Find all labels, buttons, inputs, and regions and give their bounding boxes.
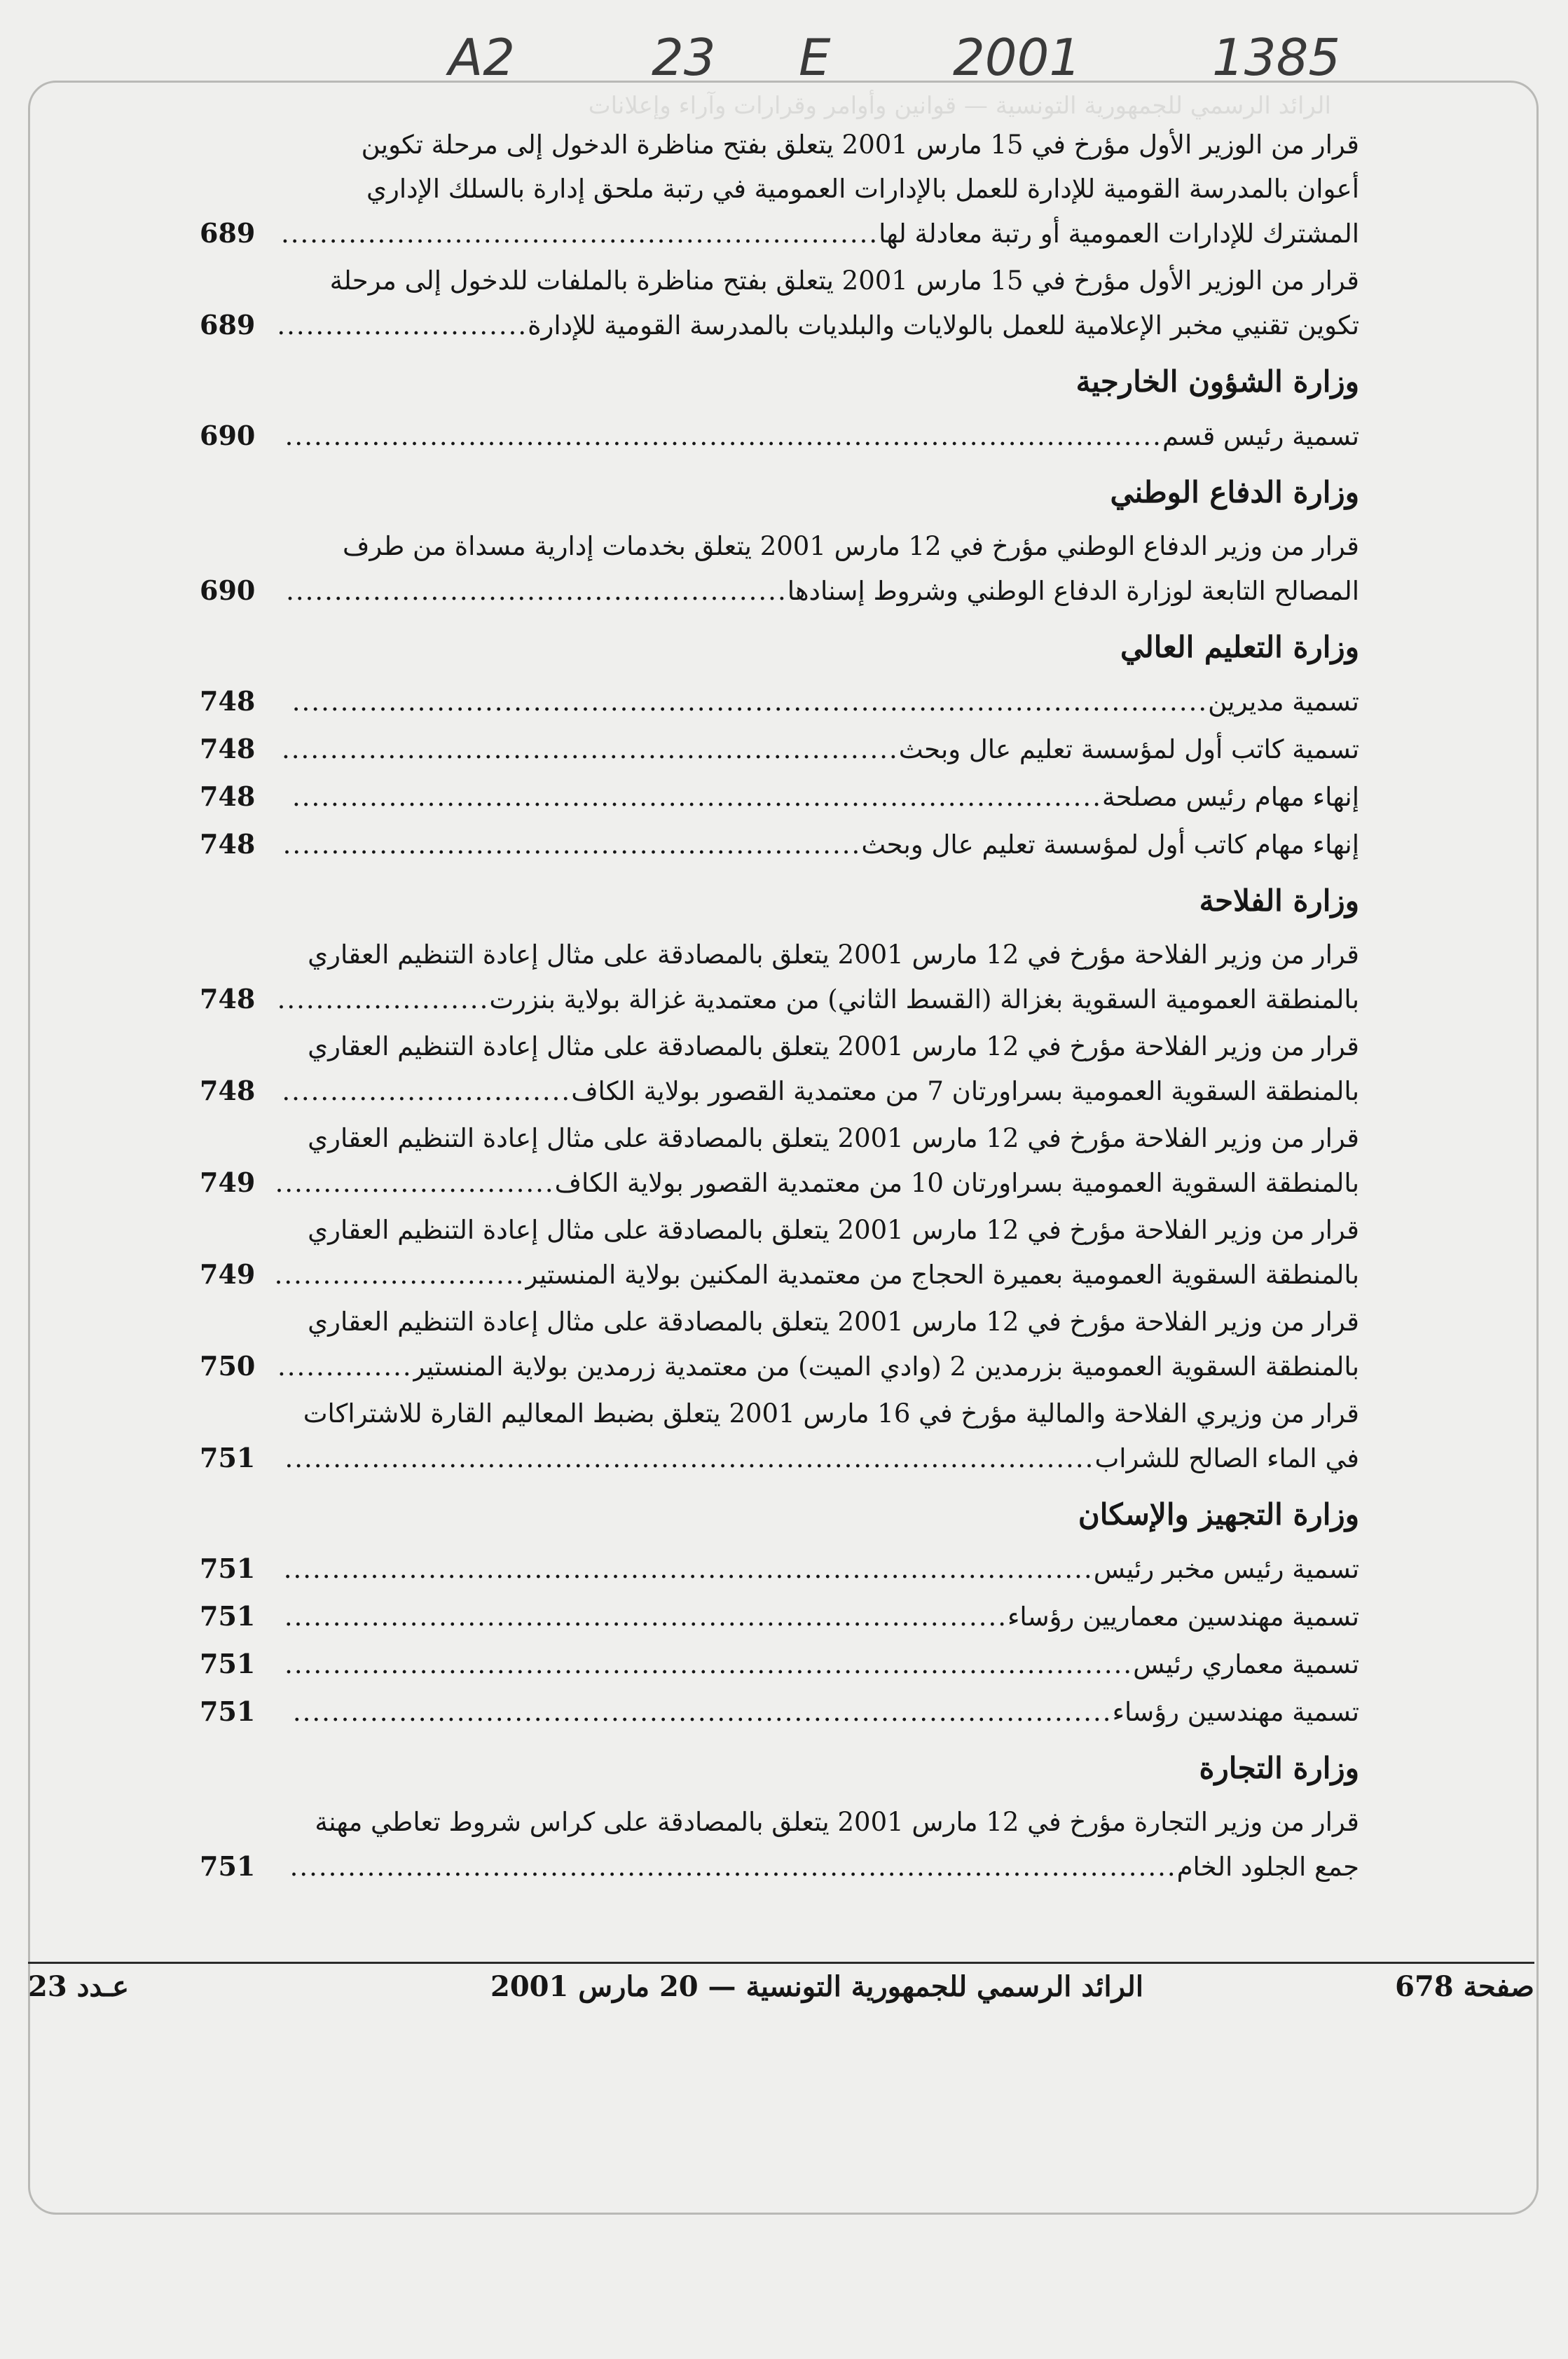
entry-page-number: 689 — [200, 309, 256, 341]
entry-page-number: 748 — [200, 780, 256, 812]
handwritten-note: 2001 — [953, 28, 1082, 87]
entry-page-number: 748 — [200, 828, 256, 860]
toc-entry — [200, 679, 1359, 724]
dot-leader: ............................................................ — [282, 830, 862, 860]
toc-entry — [200, 1642, 1359, 1686]
dot-leader: .................................................................................... — [292, 782, 1102, 812]
section-heading: وزارة الدفاع الوطني — [1110, 475, 1359, 509]
dot-leader: ........................................................................... — [284, 1602, 1007, 1632]
bleed-through-text: الرائد الرسمي للجمهورية التونسية — قوانين وأوامر وقرارات وآراء وإعلانات — [588, 92, 1331, 120]
toc-entry — [200, 822, 1359, 867]
toc-entry — [200, 1800, 1359, 1889]
entry-text: المصالح التابعة لوزارة الدفاع الوطني وشروط إسنادها — [787, 576, 1359, 606]
toc-entry — [200, 259, 1359, 348]
page-footer — [28, 1970, 1534, 2012]
toc-entry — [200, 1024, 1359, 1113]
entry-text: في الماء الصالح للشراب — [1094, 1443, 1359, 1473]
entry-text: بالمنطقة العمومية السقوية بغزالة (القسط الثاني) من معتمدية غزالة بولاية بنزرت — [489, 984, 1359, 1015]
entry-page-number: 690 — [200, 575, 256, 606]
entry-text: قرار من وزيري الفلاحة والمالية مؤرخ في 16 مارس 2001 يتعلق بضبط المعاليم القارة للاشتراكات — [303, 1398, 1359, 1429]
handwritten-note: 23 — [652, 28, 716, 87]
entry-text: قرار من وزير الفلاحة مؤرخ في 12 مارس 2001 يتعلق بالمصادقة على مثال إعادة التنظيم العقاري — [308, 1123, 1359, 1153]
toc-entry — [200, 1116, 1359, 1205]
dot-leader: ..................................................................................... — [292, 1697, 1113, 1727]
dot-leader: .............. — [277, 1352, 413, 1382]
entry-text: تسمية مهندسين معماريين رؤساء — [1007, 1602, 1359, 1632]
entry-page-number: 748 — [200, 685, 256, 717]
entry-page-number: 751 — [200, 1696, 256, 1727]
entry-text: جمع الجلود الخام — [1176, 1852, 1359, 1882]
entry-page-number: 690 — [200, 420, 256, 451]
entry-text: قرار من وزير الفلاحة مؤرخ في 12 مارس 2001 يتعلق بالمصادقة على مثال إعادة التنظيم العقاري — [308, 1307, 1359, 1337]
toc-entry — [200, 1208, 1359, 1297]
entry-text: تسمية مهندسين رؤساء — [1112, 1697, 1359, 1727]
entry-text: بالمنطقة السقوية العمومية بسراورتان 7 من معتمدية القصور بولاية الكاف — [571, 1076, 1359, 1106]
entry-text: إنهاء مهام رئيس مصلحة — [1101, 782, 1359, 812]
entry-text: قرار من الوزير الأول مؤرخ في 15 مارس 2001 يتعلق بفتح مناظرة بالملفات للدخول إلى مرحلة — [329, 266, 1359, 296]
entry-text: بالمنطقة السقوية العمومية بسراورتان 10 من معتمدية القصور بولاية الكاف — [554, 1168, 1359, 1198]
page-number: صفحة 678 — [1395, 1970, 1534, 2003]
entry-page-number: 749 — [200, 1167, 256, 1198]
entry-text: تسمية معماري رئيس — [1133, 1649, 1359, 1679]
entry-page-number: 751 — [200, 1600, 256, 1632]
dot-leader: ........................................................................................... — [284, 421, 1162, 451]
section-heading: وزارة التجهيز والإسكان — [1078, 1497, 1359, 1532]
toc-entry — [200, 933, 1359, 1022]
entry-text: تسمية رئيس مخبر رئيس — [1093, 1554, 1359, 1584]
toc-entry — [200, 524, 1359, 613]
dot-leader: ............................................................................................ — [289, 1852, 1177, 1882]
section-heading: وزارة الفلاحة — [1199, 883, 1359, 918]
toc-entry — [200, 1689, 1359, 1734]
entry-text: قرار من وزير الدفاع الوطني مؤرخ في 12 مارس 2001 يتعلق بخدمات إدارية مسداة من طرف — [343, 531, 1359, 561]
dot-leader: .............................. — [282, 1076, 572, 1106]
handwritten-note: A2 — [448, 28, 516, 87]
entry-text: تكوين تقنيي مخبر الإعلامية للعمل بالولايات والبلديات بالمدرسة القومية للإدارة — [528, 310, 1359, 341]
issue-number: عـدد 23 — [28, 1970, 129, 2003]
entry-page-number: 750 — [200, 1350, 256, 1382]
entry-text: تسمية مديرين — [1208, 687, 1359, 717]
entry-text: المشترك للإدارات العمومية أو رتبة معادلة لها — [879, 219, 1359, 249]
dot-leader: .................................................................................... — [284, 1443, 1095, 1473]
dot-leader: ............................................................................................... — [291, 687, 1209, 717]
dot-leader: ............................. — [275, 1168, 555, 1198]
handwritten-note: E — [799, 28, 831, 87]
toc-entry — [200, 1546, 1359, 1591]
entry-page-number: 748 — [200, 983, 256, 1015]
entry-page-number: 689 — [200, 217, 256, 249]
dot-leader: .................................................................................... — [283, 1554, 1094, 1584]
entry-page-number: 751 — [200, 1850, 256, 1882]
entry-text: إنهاء مهام كاتب أول لمؤسسة تعليم عال وبحث — [861, 830, 1359, 860]
entry-text: بالمنطقة السقوية العمومية بزرمدين 2 (وادي الميت) من معتمدية زرمدين بولاية المنستير — [412, 1352, 1359, 1382]
dot-leader: ...................... — [277, 984, 490, 1015]
footer-divider — [28, 1962, 1534, 1964]
toc-entry — [200, 774, 1359, 819]
entry-text: بالمنطقة السقوية العمومية بعميرة الحجاج من معتمدية المكنين بولاية المنستير — [525, 1260, 1359, 1290]
entry-page-number: 751 — [200, 1442, 256, 1473]
dot-leader: ................................................................ — [282, 734, 899, 764]
handwritten-note: 1385 — [1212, 28, 1341, 87]
entry-page-number: 749 — [200, 1258, 256, 1290]
section-heading: وزارة الشؤون الخارجية — [1075, 364, 1359, 399]
entry-text: تسمية رئيس قسم — [1162, 421, 1359, 451]
toc-entry — [200, 727, 1359, 771]
toc-entry — [200, 413, 1359, 458]
dot-leader: .......................... — [274, 1260, 525, 1290]
entry-page-number: 748 — [200, 1075, 256, 1106]
entry-text: قرار من وزير التجارة مؤرخ في 12 مارس 2001 يتعلق بالمصادقة على كراس شروط تعاطي مهنة — [315, 1807, 1359, 1837]
toc-entry — [200, 123, 1359, 256]
entry-page-number: 751 — [200, 1648, 256, 1679]
entry-text: قرار من وزير الفلاحة مؤرخ في 12 مارس 2001 يتعلق بالمصادقة على مثال إعادة التنظيم العقاري — [308, 1215, 1359, 1245]
toc-entry — [200, 1391, 1359, 1480]
entry-text: قرار من وزير الفلاحة مؤرخ في 12 مارس 2001 يتعلق بالمصادقة على مثال إعادة التنظيم العقاري — [308, 940, 1359, 970]
entry-page-number: 751 — [200, 1553, 256, 1584]
entry-text: تسمية كاتب أول لمؤسسة تعليم عال وبحث — [898, 734, 1359, 764]
dot-leader: ........................................................................................ — [284, 1649, 1134, 1679]
entry-text: أعوان بالمدرسة القومية للإدارة للعمل بالإدارات العمومية في رتبة ملحق إدارة بالسلك الإداري — [366, 174, 1359, 204]
entry-page-number: 748 — [200, 733, 256, 764]
entry-text: قرار من وزير الفلاحة مؤرخ في 12 مارس 2001 يتعلق بالمصادقة على مثال إعادة التنظيم العقاري — [308, 1031, 1359, 1061]
section-heading: وزارة التعليم العالي — [1120, 630, 1359, 664]
section-heading: وزارة التجارة — [1199, 1751, 1359, 1785]
publication-title: الرائد الرسمي للجمهورية التونسية — 20 مارس 2001 — [490, 1970, 1143, 2003]
table-of-contents — [200, 123, 1359, 1892]
toc-entry — [200, 1594, 1359, 1639]
dot-leader: .................................................... — [286, 576, 788, 606]
dot-leader: .......................... — [277, 310, 528, 341]
entry-text: قرار من الوزير الأول مؤرخ في 15 مارس 2001 يتعلق بفتح مناظرة الدخول إلى مرحلة تكوين — [361, 130, 1359, 160]
dot-leader: .............................................................. — [280, 219, 879, 249]
toc-entry — [200, 1300, 1359, 1389]
